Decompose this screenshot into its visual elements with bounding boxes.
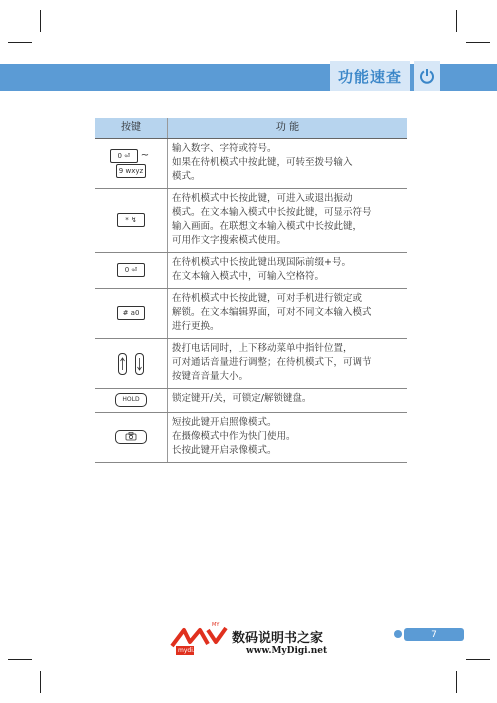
table-row <box>95 253 407 289</box>
function-text: 在待机模式中长按此键，可对手机进行锁定或 <box>172 293 363 304</box>
key-0-icon: 0 ⏎ <box>110 149 138 163</box>
crop-mark <box>456 671 457 693</box>
key-0-icon: 0 ⏎ <box>117 263 145 277</box>
function-text: 可用作文字搜索模式使用。 <box>172 235 287 246</box>
table-row <box>95 389 407 413</box>
crop-mark <box>8 659 32 660</box>
function-text: 长按此键开启录像模式。 <box>172 444 277 456</box>
function-text: 进行更换。 <box>172 321 220 332</box>
function-text: 模式。 <box>172 171 201 182</box>
logo-text: 数码说明书之家 <box>232 631 324 646</box>
function-cell <box>168 289 408 339</box>
function-text: 按键音音量大小。 <box>172 371 249 382</box>
function-text: 在待机模式中长按此键出现国际前缀+号。 <box>172 257 351 268</box>
function-text: 模式。在文本输入模式中长按此键，可显示符号 <box>172 207 372 218</box>
side-volume-down-icon <box>135 353 144 375</box>
side-volume-up-icon <box>118 353 127 375</box>
column-header-key: 按键 <box>95 118 168 139</box>
mydigi-logo <box>168 622 230 658</box>
key-9-icon: 9 wxyz <box>116 164 146 178</box>
table-row <box>95 189 407 253</box>
page-number: 7 <box>404 628 464 641</box>
key-cell <box>95 253 168 289</box>
function-text: 输入画面。在联想文本输入模式中长按此键， <box>172 221 363 232</box>
function-text: 短按此键开启照像模式。 <box>172 416 277 428</box>
key-cell <box>95 412 168 462</box>
page-title: 功能速查 <box>330 61 410 91</box>
table-row <box>95 289 407 339</box>
function-cell <box>168 189 408 253</box>
function-text: 在待机模式中长按此键，可进入或退出振动 <box>172 193 353 204</box>
function-cell <box>168 412 408 462</box>
hold-key-icon: HOLD <box>115 393 147 407</box>
logo-url: www.MyDigi.net <box>246 646 328 656</box>
key-star-icon: * ↯ <box>117 213 145 227</box>
page-dot-icon <box>394 630 402 638</box>
function-text: 在文本输入模式中，可输入空格符。 <box>172 271 325 282</box>
crop-mark <box>8 42 32 43</box>
range-separator: ~ <box>140 150 150 161</box>
key-cell <box>95 289 168 339</box>
function-cell <box>168 139 408 189</box>
crop-mark <box>40 10 41 32</box>
key-cell <box>95 189 168 253</box>
function-text: 输入数字、字符或符号。 <box>172 143 277 154</box>
function-text: 解锁。在文本编辑界面，可对不同文本输入模式 <box>172 307 372 318</box>
key-cell <box>95 339 168 389</box>
function-cell <box>168 253 408 289</box>
function-cell <box>168 389 408 413</box>
key-cell <box>95 139 168 189</box>
logo-sub: mydi.net <box>178 647 205 654</box>
crop-mark <box>466 42 490 43</box>
table-row <box>95 412 407 462</box>
key-function-table <box>95 118 407 463</box>
crop-mark <box>40 671 41 693</box>
power-icon <box>414 61 440 91</box>
table-row <box>95 339 407 389</box>
key-hash-icon: # a0 <box>117 306 145 320</box>
function-cell <box>168 339 408 389</box>
function-text: 可对通话音量进行调整；在待机模式下，可调节 <box>172 357 372 368</box>
function-text: 锁定键开/关，可锁定/解锁键盘。 <box>172 393 312 404</box>
column-header-function: 功 能 <box>168 118 408 139</box>
key-cell <box>95 389 168 413</box>
function-text: 拨打电话同时，上下移动菜单中指针位置， <box>172 343 353 354</box>
logo-brand: MY <box>212 622 220 628</box>
camera-key-icon <box>115 430 147 444</box>
function-text: 如果在待机模式中按此键，可转至拨号输入 <box>172 157 353 168</box>
table-row <box>95 139 407 189</box>
crop-mark <box>466 659 490 660</box>
function-text: 在摄像模式中作为快门使用。 <box>172 430 296 442</box>
crop-mark <box>456 10 457 32</box>
